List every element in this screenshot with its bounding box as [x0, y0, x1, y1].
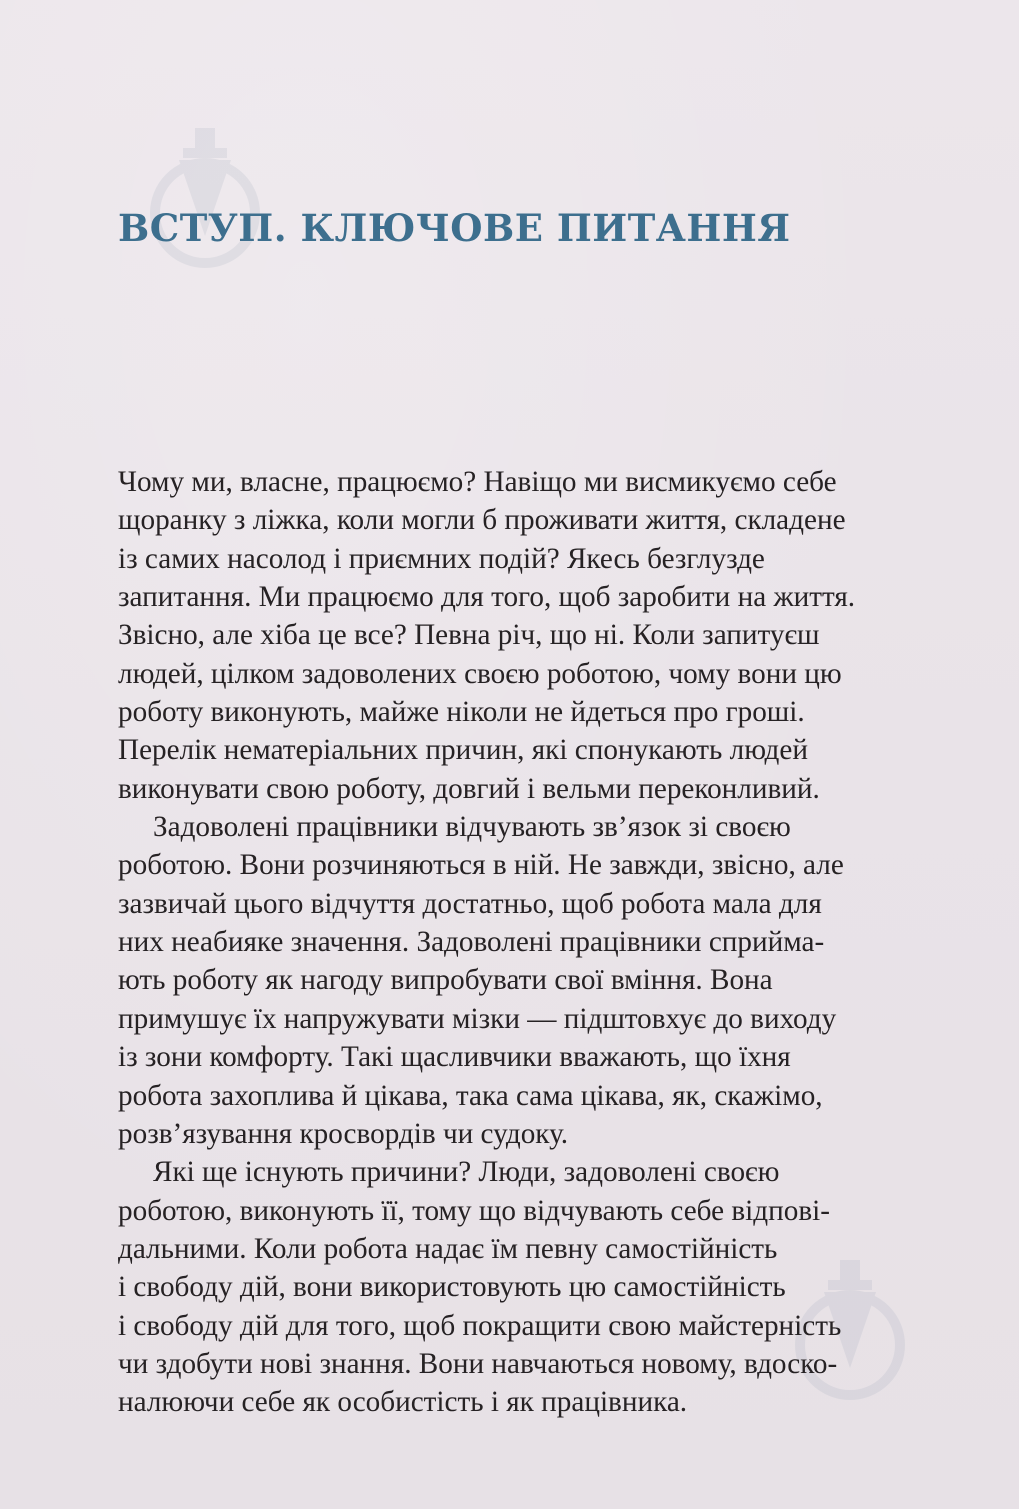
text-line: роботою, виконують її, тому що відчувають себе відпові-	[118, 1194, 830, 1227]
text-line: виконувати свою роботу, довгий і вельми переконливий.	[118, 772, 820, 805]
text-line: робота захоплива й цікава, така сама цікава, як, скажімо,	[118, 1079, 823, 1112]
text-line: запитання. Ми працюємо для того, щоб заробити на життя.	[118, 581, 856, 614]
text-line: і свободу дій, вони використовують цю самостійність	[118, 1271, 786, 1304]
text-line: Які ще існують причини? Люди, задоволені своєю	[153, 1156, 780, 1189]
text-line: налюючи себе як особистість і як працівника.	[118, 1386, 688, 1419]
chapter-title: ВСТУП. КЛЮЧОВЕ ПИТАННЯ	[118, 206, 791, 250]
text-line: дальними. Коли робота надає їм певну самостійність	[118, 1232, 778, 1265]
text-line: із зони комфорту. Такі щасливчики вважають, що їхня	[118, 1041, 791, 1074]
text-line: Звісно, але хіба це все? Певна річ, що ні. Коли запитуєш	[118, 619, 820, 652]
watermark-logo-icon	[145, 118, 265, 278]
text-line: людей, цілком задоволених своєю роботою, чому вони цю	[118, 657, 842, 690]
text-line: них неабияке значення. Задоволені працівники сприйма-	[118, 926, 825, 959]
body-text	[118, 463, 918, 1422]
text-line: розв’язування кросвордів чи судоку.	[118, 1117, 569, 1150]
text-line: і свободу дій для того, щоб покращити свою майстерність	[118, 1309, 842, 1342]
text-line: примушує їх напружувати мізки — підштовхує до виходу	[118, 1002, 837, 1035]
text-line: ють роботу як нагоду випробувати свої вміння. Вона	[118, 964, 773, 997]
text-line: Перелік нематеріальних причин, які спонукають людей	[118, 734, 808, 767]
text-line: чи здобути нові знання. Вони навчаються новому, вдоско-	[118, 1347, 838, 1380]
text-line: Чому ми, власне, працюємо? Навіщо ми висмикуємо себе	[118, 466, 837, 498]
text-line: щоранку з ліжка, коли могли б проживати життя, складене	[118, 504, 846, 537]
text-line: роботою. Вони розчиняються в ній. Не завжди, звісно, але	[118, 849, 844, 882]
text-line: зазвичай цього відчуття достатньо, щоб робота мала для	[118, 887, 822, 920]
text-line: роботу виконують, майже ніколи не йдеться про гроші.	[118, 696, 805, 729]
text-line: із самих насолод і приємних подій? Якесь безглузде	[118, 542, 765, 575]
text-line: Задоволені працівники відчувають зв’язок зі своєю	[153, 811, 791, 844]
